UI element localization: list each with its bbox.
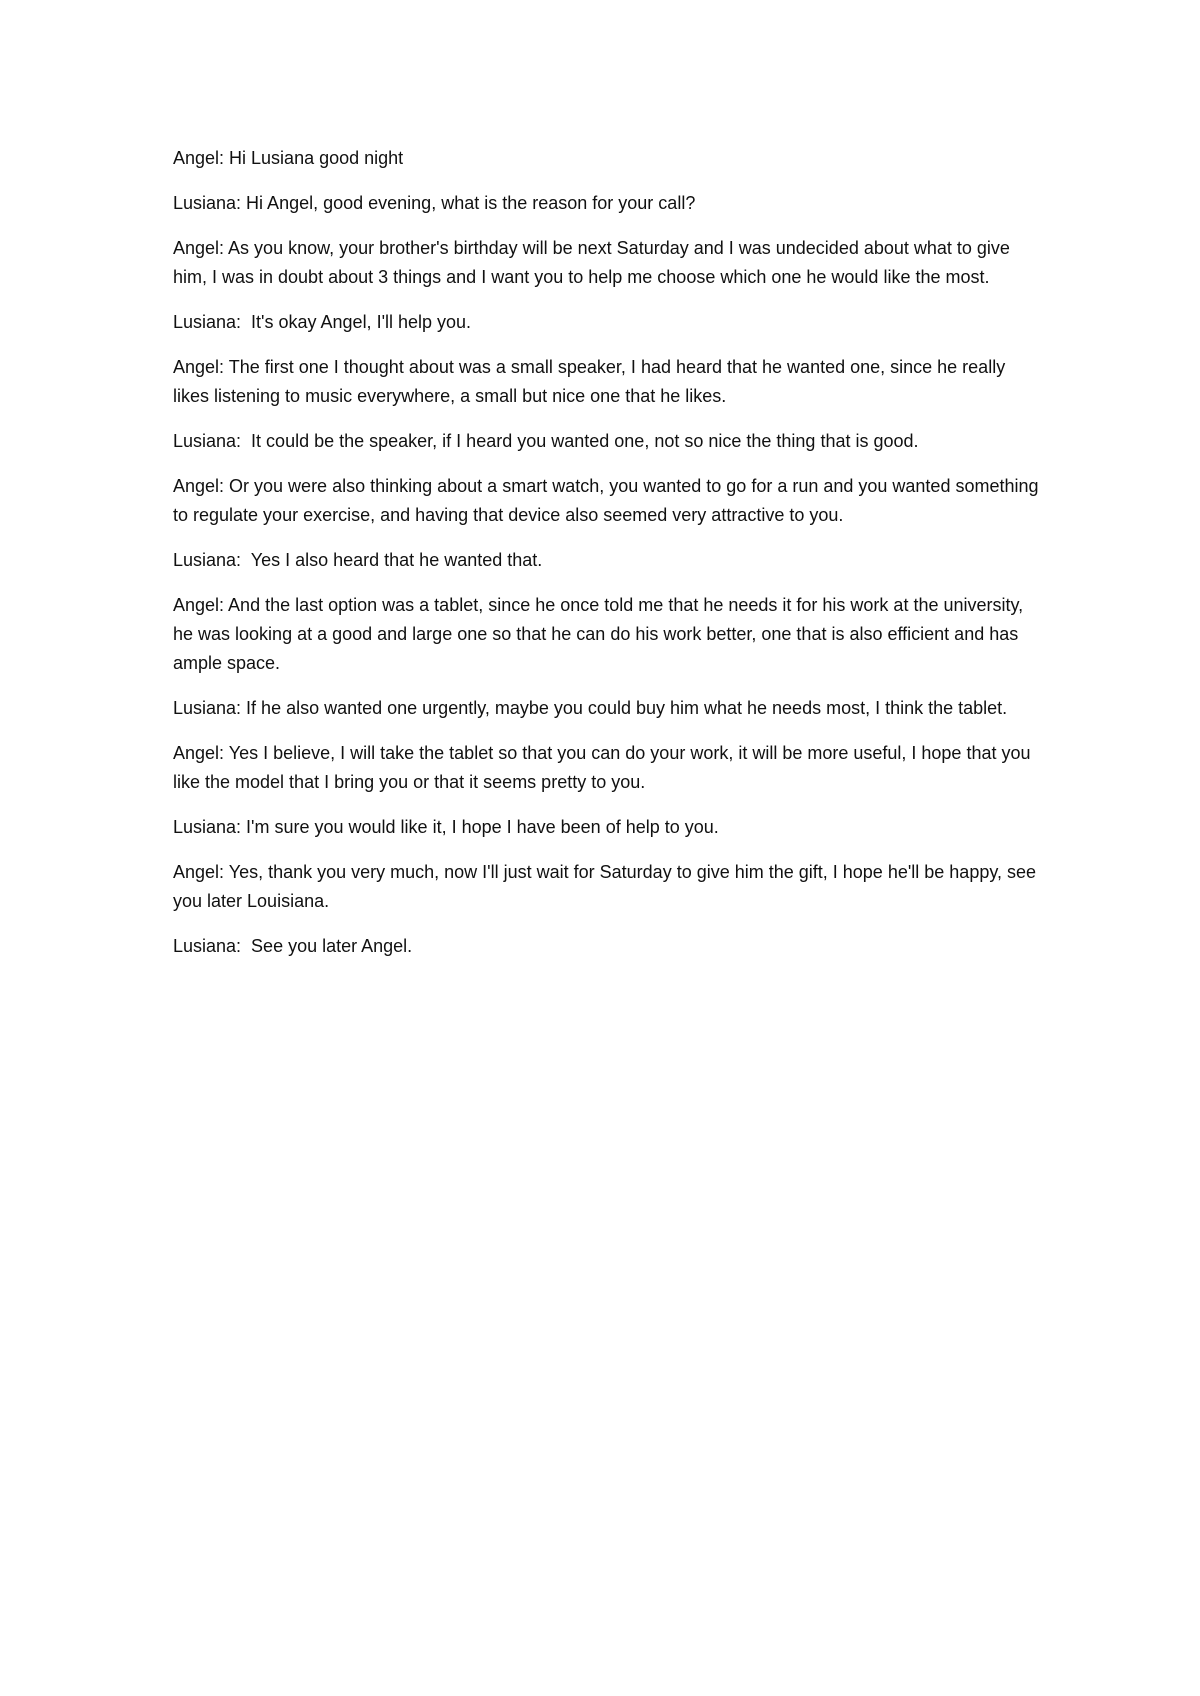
dialogue-line-10: Lusiana: If he also wanted one urgently, maybe you could buy him what he needs most, I think the tablet.	[173, 698, 1008, 718]
dialogue-line-6: Lusiana: It could be the speaker, if I heard you wanted one, not so nice the thing that is good.	[173, 431, 919, 451]
dialogue-line-4: Lusiana: It's okay Angel, I'll help you.	[173, 312, 472, 332]
dialogue-line-7: Angel: Or you were also thinking about a smart watch, you wanted to go for a run and you wanted something to regulate your exercise, and having that device also seemed very attractive to you.	[173, 476, 1044, 525]
dialogue-line-11: Angel: Yes I believe, I will take the tablet so that you can do your work, it will be more useful, I hope that you like the model that I bring you or that it seems pretty to you.	[173, 743, 1036, 792]
dialogue-line-14: Lusiana: See you later Angel.	[173, 936, 413, 956]
dialogue-line-8: Lusiana: Yes I also heard that he wanted that.	[173, 550, 543, 570]
dialogue-line-13: Angel: Yes, thank you very much, now I'll just wait for Saturday to give him the gift, I hope he'll be happy, see you later Louisiana.	[173, 862, 1042, 911]
dialogue-line-9: Angel: And the last option was a tablet, since he once told me that he needs it for his work at the university, he was looking at a good and large one so that he can do his work better, one that is also efficient and has ample space.	[173, 595, 1029, 673]
dialogue-line-3: Angel: As you know, your brother's birthday will be next Saturday and I was undecided about what to give him, I was in doubt about 3 things and I want you to help me choose which one he would like the most.	[173, 238, 1015, 287]
dialogue-body	[173, 144, 1043, 977]
dialogue-line-2: Lusiana: Hi Angel, good evening, what is the reason for your call?	[173, 193, 696, 213]
dialogue-line-5: Angel: The first one I thought about was a small speaker, I had heard that he wanted one, since he really likes listening to music everywhere, a small but nice one that he likes.	[173, 357, 1011, 406]
dialogue-line-12: Lusiana: I'm sure you would like it, I hope I have been of help to you.	[173, 817, 719, 837]
dialogue-line-1: Angel: Hi Lusiana good night	[173, 148, 404, 168]
